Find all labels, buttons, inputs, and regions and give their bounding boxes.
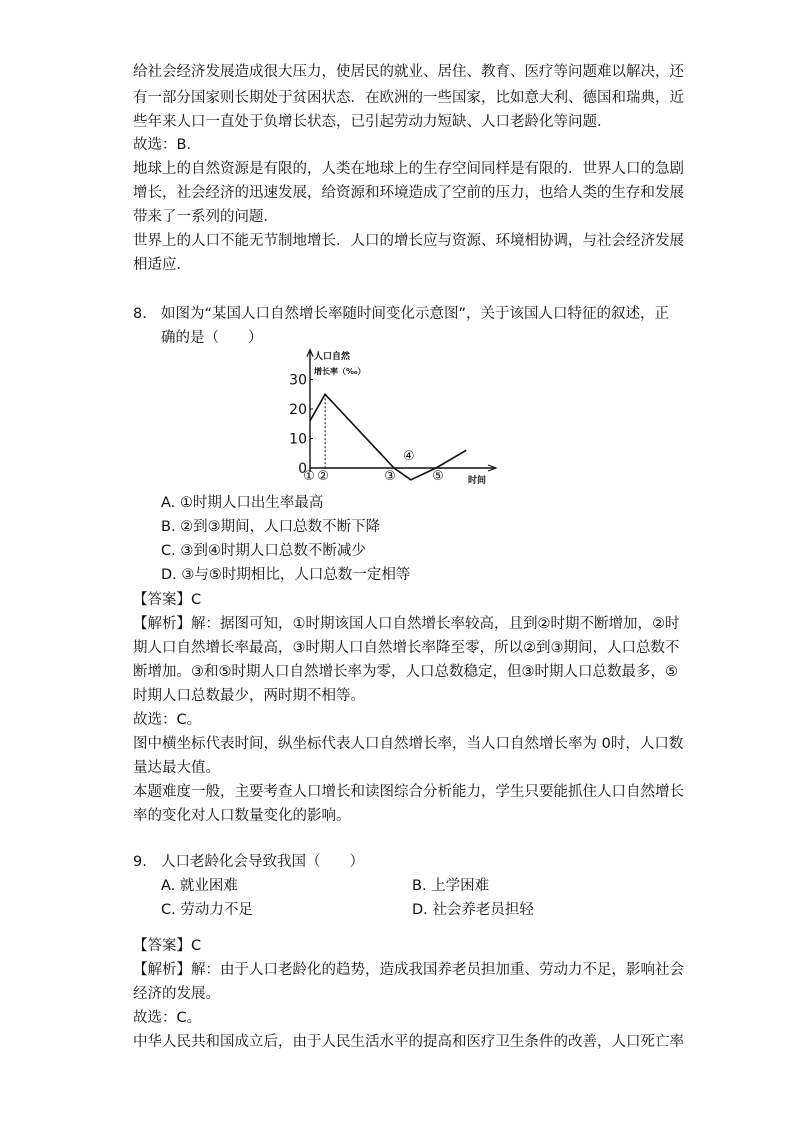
y-axis-label-line2: 增长率（‰） (314, 367, 366, 376)
question-9-analysis: 【解析】解：由于人口老龄化的趋势，造成我国养老员担加重、劳动力不足，影响社会 (133, 962, 684, 978)
q9-option-d[interactable]: D. 社会养老员担轻 (412, 902, 534, 918)
y-tick-label: 30 (289, 372, 307, 389)
population-growth-chart (289, 344, 510, 492)
question-8-analysis: 【解析】解：据图可知，①时期该国人口自然增长率较高，且到②时期不断增加，②时 (133, 616, 680, 632)
question-8-analysis: 断增加。③和⑤时期人口自然增长率为零，人口总数稳定，但③时期人口总数最多，⑤ (133, 664, 678, 680)
question-9-answer: 【答案】C (133, 938, 202, 954)
question-8-number: 8. (133, 306, 147, 322)
option-b[interactable]: B. ②到③期间，人口总数不断下降 (161, 519, 381, 535)
q9-option-c[interactable]: C. 劳动力不足 (161, 902, 253, 918)
question-8-analysis: 量达最大值。 (133, 760, 220, 776)
chart-series (310, 394, 466, 480)
y-tick-label: 10 (289, 431, 307, 448)
question-8-stem: 如图为“某国人口自然增长率随时间变化示意图”，关于该国人口特征的叙述，正 (161, 306, 670, 322)
intro-line: 有一部分国家则长期处于贫困状态．在欧洲的一些国家，比如意大利、德国和瑞典，近 (133, 90, 684, 106)
option-c[interactable]: C. ③到④时期人口总数不断减少 (161, 543, 366, 559)
question-9-analysis: 中华人民共和国成立后，由于人民生活水平的提高和医疗卫生条件的改善，人口死亡率 (133, 1034, 684, 1050)
question-9-stem: 人口老龄化会导致我国（ ） (161, 854, 364, 870)
intro-line: 些年来人口一直处于负增长状态，已引起劳动力短缺、人口老龄化等问题． (133, 114, 612, 130)
option-d[interactable]: D. ③与⑤时期相比，人口总数一定相等 (161, 567, 411, 583)
q9-option-b[interactable]: B. 上学困难 (412, 878, 490, 894)
chart-period-markers (303, 449, 444, 484)
period-marker-label: ⑤ (432, 469, 444, 484)
intro-line: 给社会经济发展造成很大压力，使居民的就业、居住、教育、医疗等问题难以解决，还 (133, 64, 684, 80)
intro-line: 地球上的自然资源是有限的，人类在地球上的生存空间同样是有限的．世界人口的急剧 (133, 161, 684, 177)
y-tick-label: 0 (298, 461, 307, 477)
intro-line: 世界上的人口不能无节制地增长．人口的增长应与资源、环境相协调，与社会经济发展 (133, 233, 684, 249)
y-tick-label: 20 (289, 402, 307, 418)
question-9-analysis: 经济的发展。 (133, 986, 220, 1002)
q9-option-a[interactable]: A. 就业困难 (161, 878, 238, 894)
intro-answer-line: 故选：B． (133, 137, 201, 153)
question-8-analysis: 期人口自然增长率最高，③时期人口自然增长率降至零，所以②到③期间，人口总数不 (133, 640, 680, 656)
question-9-number: 9. (133, 854, 147, 870)
period-marker-label: ① (303, 469, 315, 484)
question-8-stem: 确的是（ ） (161, 330, 263, 346)
question-8-analysis: 图中横坐标代表时间，纵坐标代表人口自然增长率，当人口自然增长率为 0时，人口数 (133, 736, 684, 752)
question-8-analysis: 本题难度一般，主要考查人口增长和读图综合分析能力，学生只要能抓住人口自然增长 (133, 784, 684, 800)
question-8-answer-line: 故选：C。 (133, 712, 202, 728)
period-marker-label: ② (317, 469, 329, 484)
question-8-analysis: 率的变化对人口数量变化的影响。 (133, 808, 351, 824)
y-axis-label-line1: 人口自然 (314, 352, 351, 362)
intro-line: 相适应． (133, 257, 191, 273)
period-marker-label: ④ (402, 449, 415, 464)
x-axis-label: 时间 (468, 476, 487, 486)
question-9-answer-line: 故选：C。 (133, 1010, 202, 1026)
growth-rate-line (310, 394, 466, 480)
option-a[interactable]: A. ①时期人口出生率最高 (161, 495, 324, 511)
period-marker-label: ③ (384, 469, 396, 484)
intro-line: 增长，社会经济的迅速发展，给资源和环境造成了空前的压力，也给人类的生存和发展 (133, 185, 684, 201)
question-8-answer: 【答案】C (133, 592, 202, 608)
intro-line: 带来了一系列的问题． (133, 209, 278, 225)
question-8-analysis: 时期人口总数最少，两时期不相等。 (133, 688, 365, 704)
